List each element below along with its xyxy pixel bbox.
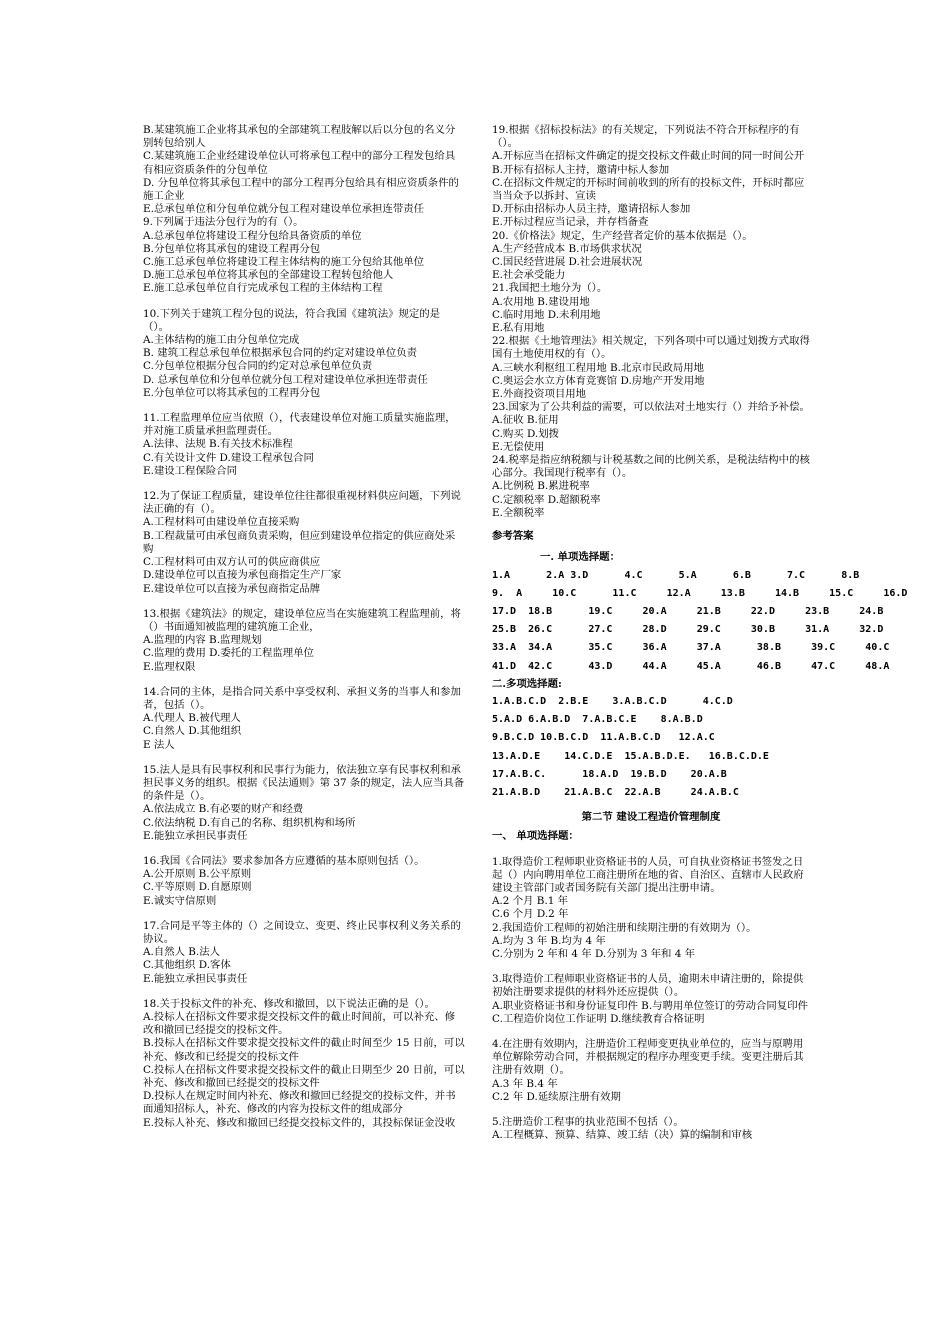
- text-line: A.监理的内容 B.监理规划: [143, 634, 262, 647]
- text-line: C.分别为 2 年和 4 年 D.分别为 3 年和 4 年: [492, 947, 696, 960]
- spacer: [143, 478, 465, 490]
- text-line: E.施工总承包单位自行完成承包工程的主体结构工程: [143, 282, 383, 295]
- text-line: A.工程概算、预算、结算、竣工结（决）算的编制和审核: [492, 1129, 753, 1142]
- text-line: A.均为 3 年 B.均为 4 年: [492, 934, 606, 947]
- text-line: B.投标人在招标文件要求提交投标文件的截止时间至少 15 日前，可以补充、修改和已经提交的投标文件: [143, 1037, 465, 1063]
- text-line: C.定额税率 D.超额税率: [492, 493, 601, 506]
- text-line: E.投标人补充、修改和撤回已经提交投标文件的，其投标保证金没收: [143, 1116, 456, 1129]
- text-line: C.平等原则 D.自愿原则: [143, 881, 252, 894]
- text-line: C.其他组织 D.客体: [143, 959, 231, 972]
- answer-row: 13.A.D.E 14.C.D.E 15.A.B.D.E. 16.B.C.D.E: [492, 750, 769, 762]
- text-line: E.能独立承担民事责任: [143, 972, 248, 985]
- right-column: [492, 124, 908, 1142]
- text-line: 13.根据《建筑法》的规定，建设单位应当在实施建筑工程监理前，将（）书面通知被监理的建筑施工企业，: [143, 607, 461, 633]
- text-line: 11.工程监理单位应当依照（），代表建设单位对施工质量实施监理，并对施工质量承担监理责任。: [143, 412, 456, 438]
- text-line: 21.我国把土地分为（）。: [492, 282, 608, 295]
- text-line: A.工程材料可由建设单位直接采购: [143, 516, 300, 529]
- text-line: D. 总承包单位和分包单位就分包工程对建设单位承担连带责任: [143, 373, 428, 386]
- spacer: [492, 1104, 810, 1116]
- answer-row: 1.A 2.A 3.D 4.C 5.A 6.B 7.C 8.B: [492, 569, 860, 581]
- text-line: C.监理的费用 D.委托的工程监理单位: [143, 647, 314, 660]
- text-line: B.工程裁量可由承包商负责采购，但应到建设单位指定的供应商处采购: [143, 529, 456, 555]
- text-line: C.工程造价岗位工作证明 D.继续教育合格证明: [492, 1012, 705, 1025]
- spacer: [143, 296, 465, 308]
- answer-row: 17.A.B.C. 18.A.D 19.B.D 20.A.B: [492, 768, 727, 780]
- text-line: 1.取得造价工程师职业资格证书的人员，可自执业资格证书签发之日起（）内向聘用单位工商注册所在地的省、自治区、直辖市人民政府建设主管部门或者国务院有关部门提出注册申请。: [492, 855, 804, 894]
- text-line: E.建设单位可以直接为承包商指定品牌: [143, 582, 321, 595]
- text-line: B.分包单位将其承包的建设工程再分包: [143, 242, 321, 255]
- text-line: A.3 年 B.4 年: [492, 1077, 558, 1090]
- text-line: 9.下列属于违法分包行为的有（）。: [143, 216, 304, 229]
- spacer: [492, 961, 810, 973]
- text-line: 23.国家为了公共利益的需要，可以依法对土地实行（）并给予补偿。: [492, 401, 810, 414]
- answer-row: 9.B.C.D 10.B.C.D 11.A.B.C.D 12.A.C: [492, 732, 715, 744]
- text-line: C.有关设计文件 D.建设工程承包合同: [143, 451, 314, 464]
- answer-row: 33.A 34.A 35.C 36.A 37.A 38.B 39.C 40.C: [492, 642, 890, 654]
- text-line: 16.我国《合同法》要求参加各方应遵循的基本原则包括（）。: [143, 854, 425, 867]
- text-line: B. 建筑工程总承包单位根据承包合同的约定对建设单位负责: [143, 347, 418, 360]
- spacer: [143, 400, 465, 412]
- text-line: A.自然人 B.法人: [143, 946, 221, 959]
- text-line: 15.法人是具有民事权利和民事行为能力，依法独立享有民事权利和承担民事义务的组织。根据《民法通则》第 37 条的规定，法人应当具备的条件是（）。: [143, 763, 465, 803]
- text-line: A.总承包单位将建设工程分包给具备资质的单位: [143, 229, 362, 242]
- multi-choice-answers-heading: 二.多项选择题:: [492, 677, 562, 690]
- text-line: C.奥运会水立方体育竞赛馆 D.房地产开发用地: [492, 374, 705, 387]
- text-line: C.某建筑施工企业经建设单位认可将承包工程中的部分工程发包给具有相应资质条件的分包单位: [143, 150, 456, 176]
- spacer: [143, 986, 465, 998]
- text-line: B.开标有招标人主持，邀请中标人参加: [492, 163, 670, 176]
- text-line: A.职业资格证书和身份证复印件 B.与聘用单位签订的劳动合同复印件: [492, 999, 808, 1012]
- text-line: 3.取得造价工程师职业资格证书的人员，逾期未申请注册的，除提供初始注册要求提供的材料外还应提供（）。: [492, 973, 804, 999]
- text-line: 19.根据《招标投标法》的有关规定，下列说法不符合开标程序的有（）。: [492, 124, 800, 150]
- section-subheading: 一、 单项选择题：: [492, 830, 579, 843]
- text-line: 24.税率是指应纳税额与计税基数之间的比例关系，是税法结构中的核心部分。我国现行税率有（）。: [492, 454, 810, 480]
- text-line: D.投标人在规定时间内补充、修改和撤回已经提交的投标文件，并书面通知招标人，补充、修改的内容为投标文件的组成部分: [143, 1090, 456, 1116]
- text-line: A.农用地 B.建设用地: [492, 295, 590, 308]
- text-line: E.监理权限: [143, 660, 196, 673]
- text-line: C.2 年 D.延续原注册有效期: [492, 1090, 621, 1103]
- text-line: A.开标应当在招标文件确定的提交投标文件截止时间的同一时间公开: [492, 150, 805, 163]
- answer-row: 25.B 26.C 27.C 28.D 29.C 30.B 31.A 32.D: [492, 624, 884, 636]
- spacer: [143, 843, 465, 855]
- text-line: A.依法成立 B.有必要的财产和经费: [143, 803, 304, 816]
- text-line: E.总承包单位和分包单位就分包工程对建设单位承担连带责任: [143, 203, 425, 216]
- text-line: E.分包单位可以将其承包的工程再分包: [143, 386, 321, 399]
- text-line: 14.合同的主体，是指合同关系中享受权利、承担义务的当事人和参加者，包括（）。: [143, 685, 461, 711]
- text-line: E.能独立承担民事责任: [143, 829, 248, 842]
- left-column: [143, 124, 465, 1130]
- text-line: E.社会承受能力: [492, 269, 566, 282]
- text-line: E.私有用地: [492, 322, 545, 335]
- question-list-right: [492, 124, 810, 520]
- text-line: E.无偿使用: [492, 440, 545, 453]
- single-choice-answers: [492, 569, 908, 673]
- text-line: C.依法纳税 D.有自己的名称、组织机构和场所: [143, 816, 356, 829]
- text-line: 18.关于投标文件的补充、修改和撤回，以下说法正确的是（）。: [143, 997, 435, 1010]
- text-line: C.6 个月 D.2 年: [492, 908, 569, 921]
- text-line: C.购买 D.划拨: [492, 427, 560, 440]
- text-line: B.某建筑施工企业将其承包的全部建筑工程肢解以后以分包的名义分别转包给别人: [143, 124, 456, 150]
- text-line: D.建设单位可以直接为承包商指定生产厂家: [143, 569, 342, 582]
- answer-row: 1.A.B.C.D 2.B.E 3.A.B.C.D 4.C.D: [492, 695, 733, 707]
- answer-row: 5.A.D 6.A.B.D 7.A.B.C.E 8.A.B.D: [492, 714, 703, 726]
- text-line: E.诚实守信原则: [143, 894, 217, 907]
- text-line: 17.合同是平等主体的（）之间设立、变更、终止民事权利义务关系的协议。: [143, 919, 461, 945]
- text-line: A.征收 B.征用: [492, 414, 559, 427]
- text-line: A.主体结构的施工由分包单位完成: [143, 334, 300, 347]
- answer-row: 21.A.B.D 21.A.B.C 22.A.B 24.A.B.C: [492, 786, 739, 798]
- text-line: 22.根据《土地管理法》相关规定，下列各项中可以通过划拨方式取得国有土地使用权的有（）。: [492, 335, 810, 361]
- text-line: D. 分包单位将其承包工程中的部分工程再分包给具有相应资质条件的施工企业: [143, 176, 459, 203]
- text-line: C.在招标文件规定的开标时间前收到的所有的投标文件，开标时都应当当众予以拆封、宣读: [492, 176, 805, 203]
- text-line: C.国民经营进展 D.社会进展状况: [492, 256, 643, 269]
- text-line: D.开标由招标办人员主持，邀请招标人参加: [492, 203, 691, 216]
- single-choice-answers-heading: 一. 单项选择题：: [540, 551, 620, 564]
- text-line: E.外商投资项目用地: [492, 388, 587, 401]
- answer-row: 17.D 18.B 19.C 20.A 21.B 22.D 23.B 24.B: [492, 605, 884, 617]
- text-line: C.投标人在招标文件要求提交投标文件的截止日期至少 20 日前，可以补充、修改和撤回已经提交的投标文件: [143, 1063, 465, 1089]
- section-question-list: [492, 856, 810, 1143]
- text-line: 5.注册造价工程事的执业范围不包括（）。: [492, 1116, 684, 1128]
- text-line: A.生产经营成本 B.市场供求状况: [492, 242, 642, 255]
- text-line: A.比例税 B.累进税率: [492, 480, 590, 493]
- answers-heading: 参考答案: [492, 530, 534, 543]
- text-line: 12.为了保证工程质量，建设单位往往都很重视材料供应问题，下列说法正确的有（）。: [143, 490, 461, 516]
- text-line: A.2 个月 B.1 年: [492, 895, 569, 908]
- text-line: 4.在注册有效期内，注册造价工程师变更执业单位的，应当与原聘用单位解除劳动合同，并根据规定的程序办理变更手续。变更注册后其注册有效期（）。: [492, 1037, 804, 1077]
- text-line: A.法律、法规 B.有关技术标准程: [143, 438, 293, 451]
- spacer: [492, 1026, 810, 1038]
- text-line: A.三峡水利枢纽工程用地 B.北京市民政局用地: [492, 361, 705, 374]
- answer-row: 9. A 10.C 11.C 12.A 13.B 14.B 15.C 16.D: [492, 587, 908, 599]
- text-line: E.全额税率: [492, 506, 545, 519]
- text-line: A.代理人 B.被代理人: [143, 712, 241, 725]
- text-line: C.施工总承包单位将建设工程主体结构的施工分包给其他单位: [143, 256, 425, 269]
- spacer: [143, 752, 465, 764]
- spacer: [143, 908, 465, 920]
- text-line: A.投标人在招标文件要求提交投标文件的截止时间前，可以补充、修改和撤回已经提交的投标文件。: [143, 1010, 456, 1037]
- text-line: E.建设工程保险合同: [143, 464, 238, 477]
- text-line: A.公开原则 B.公平原则: [143, 868, 252, 881]
- text-line: 10.下列关于建筑工程分包的说法，符合我国《建筑法》规定的是（）。: [143, 307, 441, 333]
- answer-row: 41.D 42.C 43.D 44.A 45.A 46.B 47.C 48.A: [492, 660, 890, 672]
- spacer: [143, 674, 465, 686]
- text-line: D.施工总承包单位将其承包的全部建设工程转包给他人: [143, 269, 394, 282]
- spacer: [143, 596, 465, 608]
- text-line: C.分包单位根据分包合同的约定对总承包单位负责: [143, 360, 373, 373]
- text-line: 2.我国造价工程师的初始注册和续期注册的有效期为（）。: [492, 921, 757, 934]
- text-line: C.临时用地 D.未利用地: [492, 308, 601, 321]
- section-title: 第二节 建设工程造价管理制度: [581, 811, 721, 824]
- text-line: E 法人: [143, 738, 175, 751]
- multi-choice-answers: [492, 695, 810, 799]
- text-line: E.开标过程应当记录，并存档备查: [492, 216, 649, 229]
- text-line: C.自然人 D.其他组织: [143, 725, 242, 738]
- text-line: C.工程材料可由双方认可的供应商供应: [143, 556, 321, 569]
- text-line: 20.《价格法》规定，生产经营者定价的基本依据是（）。: [492, 229, 753, 242]
